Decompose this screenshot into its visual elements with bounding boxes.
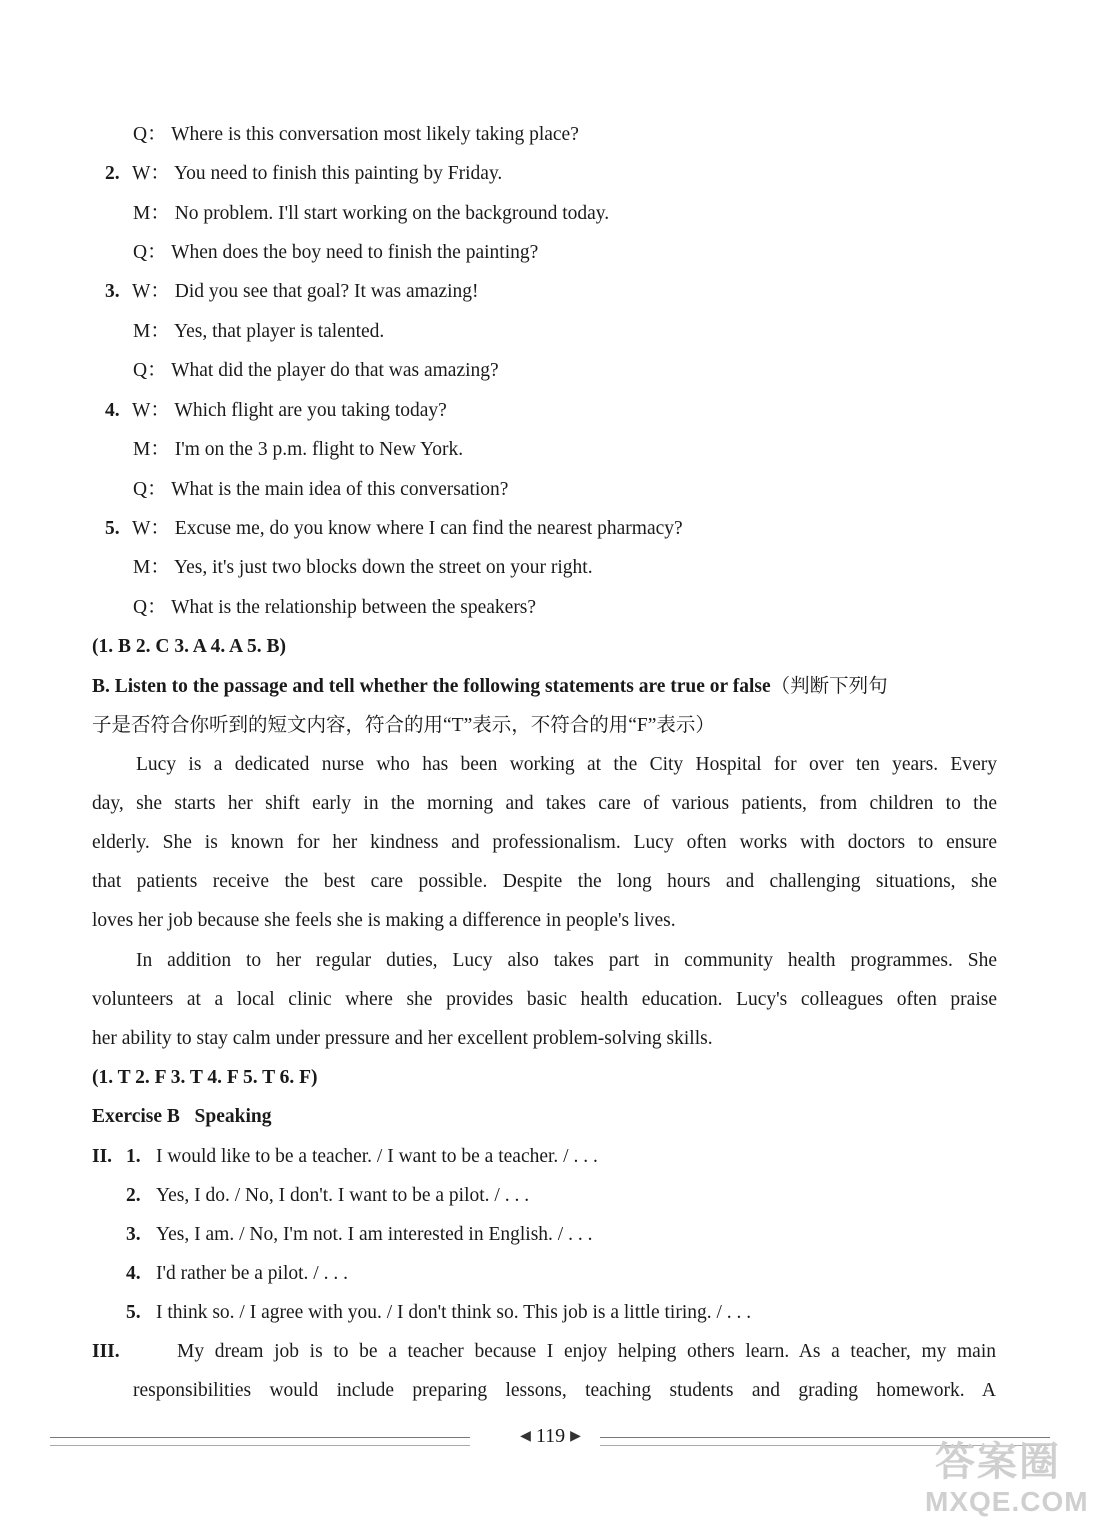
item-number: 4. <box>126 1263 141 1284</box>
item-3-w <box>105 282 479 302</box>
item-3-q: Q： What did the player do that was amazing? <box>133 360 499 381</box>
item-number: 1. <box>126 1146 141 1167</box>
ii-item-2 <box>126 1186 529 1206</box>
passage-line: day, she starts her shift early in the morning and takes care of various patients, from children to the <box>92 793 997 814</box>
q1-question: Q： Where is this conversation most likely taking place? <box>133 124 579 145</box>
ii-item-1 <box>92 1147 598 1167</box>
item-3-m: M： Yes, that player is talented. <box>133 321 385 342</box>
item-number: 4. <box>105 400 120 421</box>
item-4-q: Q： What is the main idea of this conversation? <box>133 479 509 500</box>
passage-line: Lucy is a dedicated nurse who has been working at the City Hospital for over ten years. Every <box>136 754 997 775</box>
answer-text: I'd rather be a pilot. / . . . <box>156 1263 348 1284</box>
item-number: 3. <box>126 1224 141 1245</box>
item-5-w <box>105 519 683 539</box>
dialogue-w: W： Did you see that goal? It was amazing! <box>132 281 479 302</box>
item-number: 2. <box>126 1185 141 1206</box>
section-label: II. <box>92 1146 113 1167</box>
ii-item-3 <box>126 1225 592 1245</box>
section-b-title <box>92 677 888 697</box>
answer-text: I would like to be a teacher. / I want to be a teacher. / . . . <box>156 1146 598 1167</box>
item-number: 3. <box>105 281 120 302</box>
item-number: 2. <box>105 163 120 184</box>
passage-line: volunteers at a local clinic where she provides basic health education. Lucy's colleagues often praise <box>92 989 997 1010</box>
passage-line: elderly. She is known for her kindness and professionalism. Lucy often works with doctors to ensure <box>92 832 997 853</box>
section-b-title-cn-cont: 子是否符合你听到的短文内容，符合的用“T”表示，不符合的用“F”表示） <box>92 715 715 736</box>
passage-line: that patients receive the best care possible. Despite the long hours and challenging situations, she <box>92 871 997 892</box>
answer-text: I think so. / I agree with you. / I don't think so. This job is a little tiring. / . . . <box>156 1302 752 1323</box>
section-b-answers: (1. T 2. F 3. T 4. F 5. T 6. F) <box>92 1067 318 1088</box>
dialogue-w: W： Which flight are you taking today? <box>132 400 447 421</box>
item-4-w <box>105 401 447 421</box>
dialogue-w: W： You need to finish this painting by Friday. <box>132 163 503 184</box>
watermark-bottom: MXQE.COM <box>925 1486 1089 1517</box>
watermark-top: 答案圈 <box>935 1440 1061 1484</box>
item-5-m: M： Yes, it's just two blocks down the street on your right. <box>133 557 593 578</box>
dialogue-w: W： Excuse me, do you know where I can find the nearest pharmacy? <box>132 518 683 539</box>
item-4-m: M： I'm on the 3 p.m. flight to New York. <box>133 439 464 460</box>
answer-text: Yes, I do. / No, I don't. I want to be a pilot. / . . . <box>156 1185 530 1206</box>
essay-line: responsibilities would include preparing lessons, teaching students and grading homework. A <box>133 1380 996 1401</box>
left-arrow-icon: ◀ <box>520 1429 531 1445</box>
item-number: 5. <box>105 518 120 539</box>
item-2-q: Q： When does the boy need to finish the painting? <box>133 242 539 263</box>
passage-line: In addition to her regular duties, Lucy also takes part in community health programmes. She <box>136 950 997 971</box>
page-number-text: 119 <box>535 1425 566 1447</box>
answer-text: Yes, I am. / No, I'm not. I am interested in English. / . . . <box>156 1224 593 1245</box>
section-b-title-en: B. Listen to the passage and tell whether the following statements are true or false <box>92 676 771 697</box>
iii-label: III. <box>92 1341 120 1362</box>
passage-line: loves her job because she feels she is making a difference in people's lives. <box>92 910 676 931</box>
section-b-title-cn: （判断下列句 <box>770 676 888 697</box>
item-2-w <box>105 164 502 184</box>
ii-item-5 <box>126 1303 751 1323</box>
right-arrow-icon: ▶ <box>570 1429 581 1445</box>
passage-line: her ability to stay calm under pressure and her excellent problem-solving skills. <box>92 1028 713 1049</box>
item-number: 5. <box>126 1302 141 1323</box>
exercise-b-heading: Exercise B Speaking <box>92 1106 272 1127</box>
item-2-m: M： No problem. I'll start working on the background today. <box>133 203 610 224</box>
essay-line: My dream job is to be a teacher because I enjoy helping others learn. As a teacher, my main <box>177 1341 996 1362</box>
section-a-answers: (1. B 2. C 3. A 4. A 5. B) <box>92 636 286 657</box>
ii-item-4 <box>126 1264 348 1284</box>
item-5-q: Q： What is the relationship between the speakers? <box>133 597 537 618</box>
